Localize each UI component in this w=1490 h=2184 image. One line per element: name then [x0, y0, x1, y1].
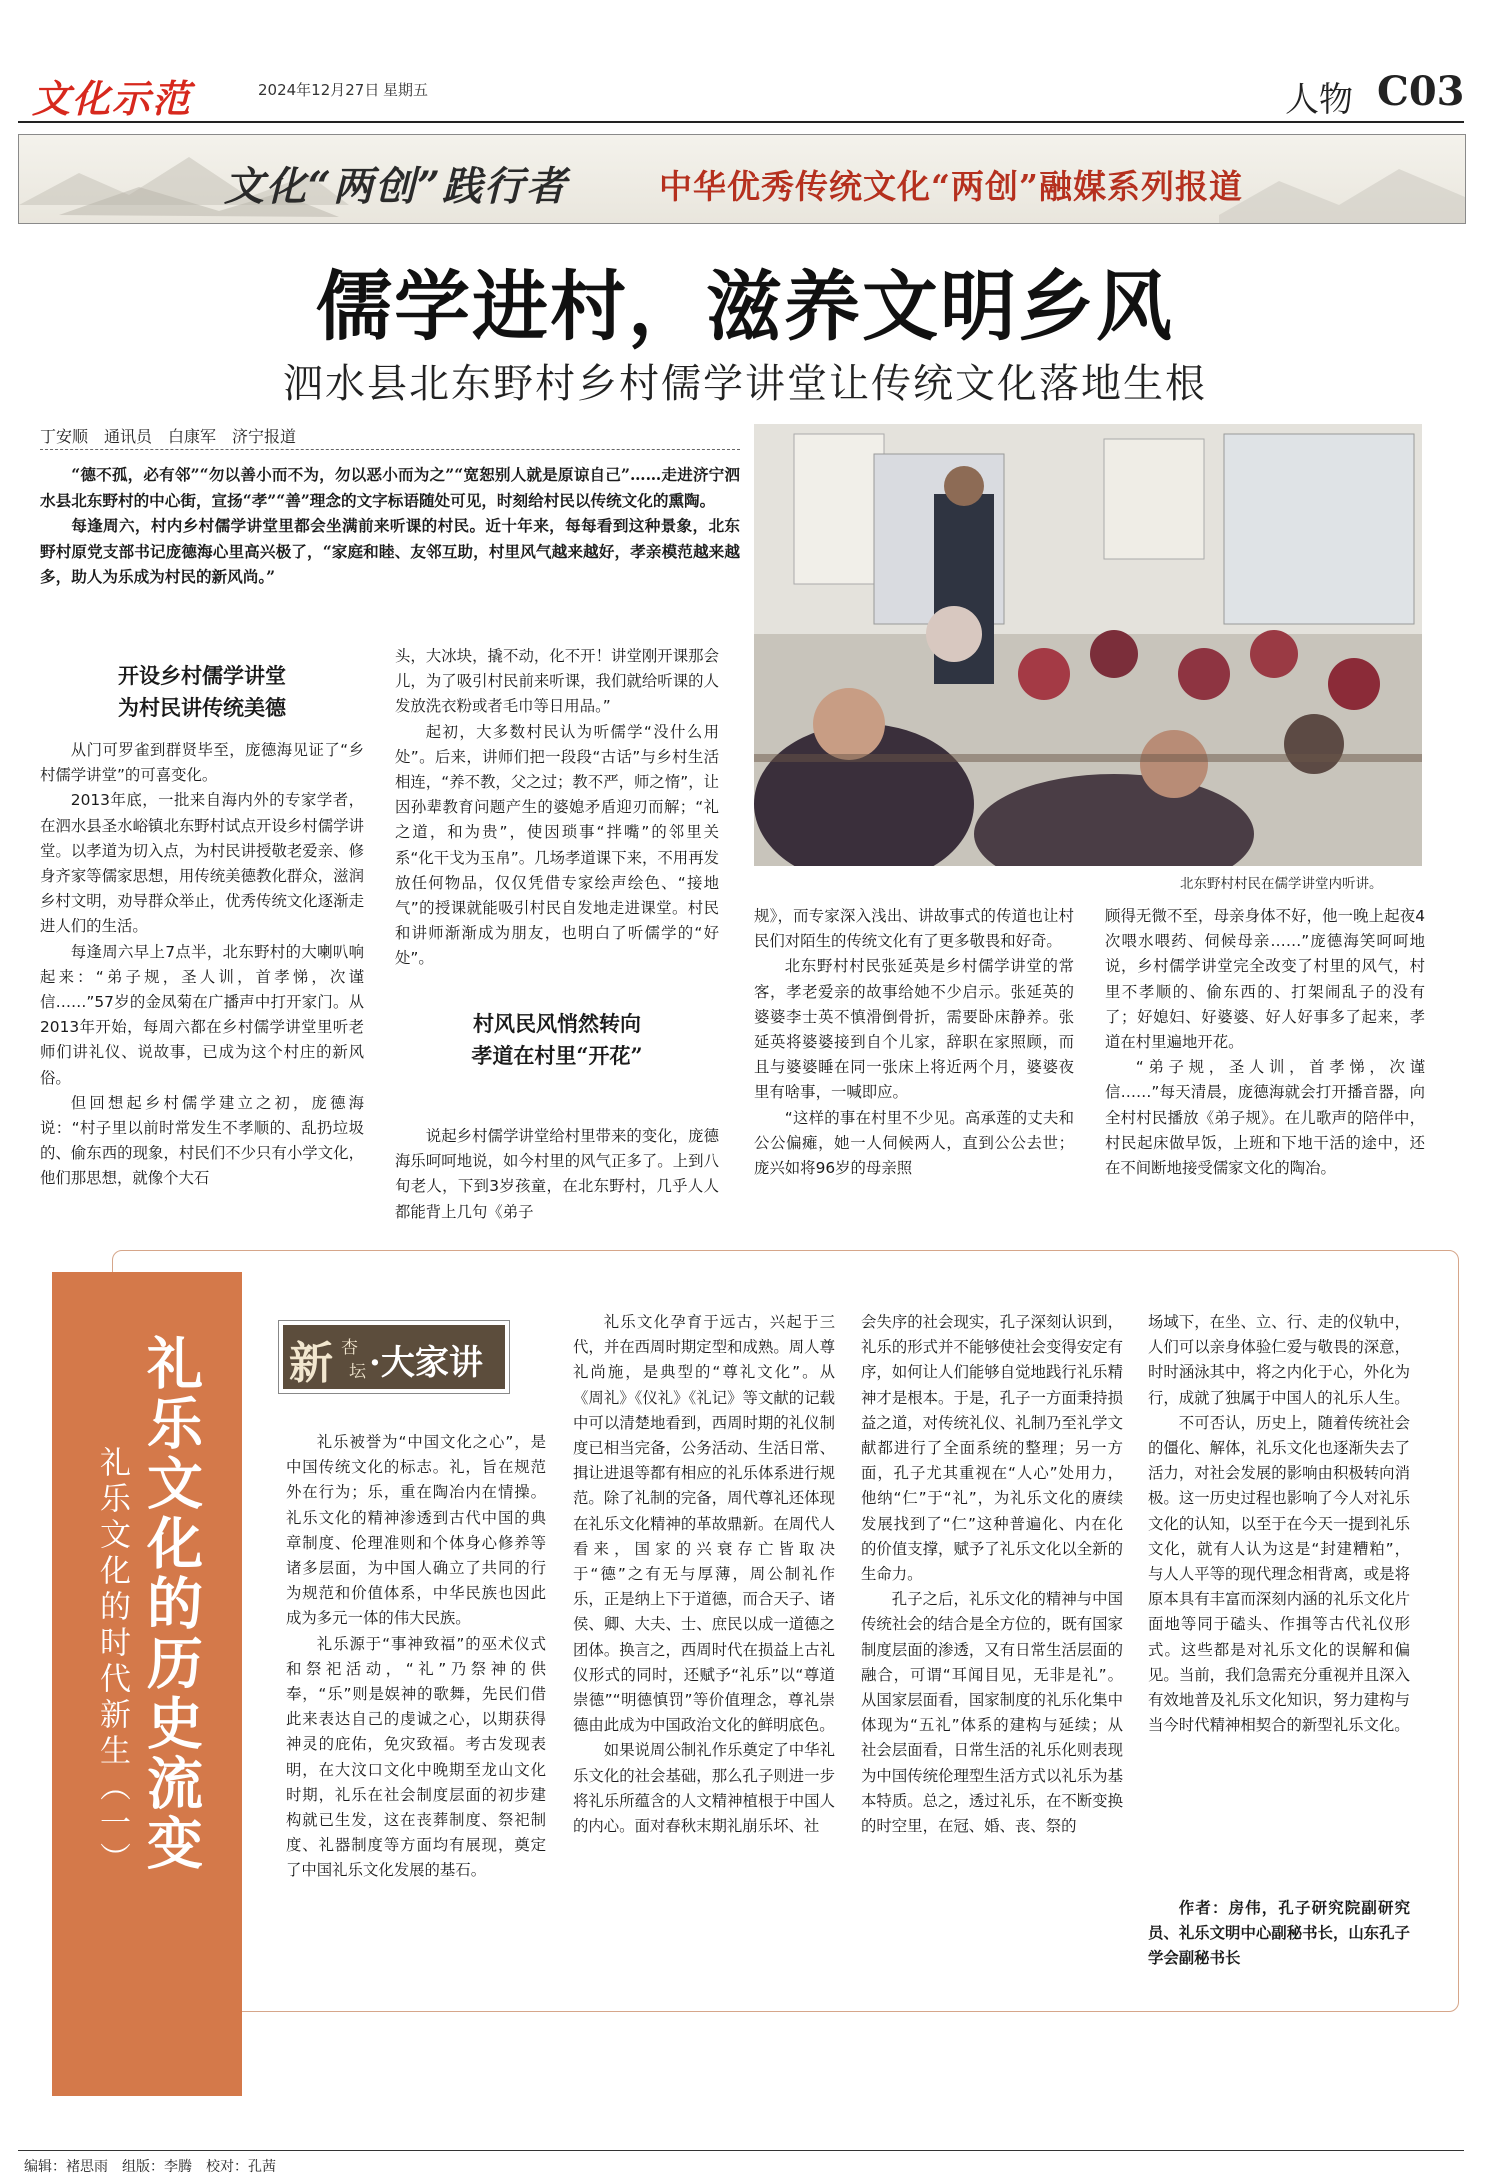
- essay-vertical-title: 礼乐文化的历史流变: [138, 1334, 204, 1874]
- article-paragraph: 每逢周六早上7点半，北东野村的大喇叭响起来：“弟子规，圣人训，首孝悌，次谨信……”57岁的金凤菊在广播声中打开家门。从2013年开始，每周六都在乡村儒学讲堂里听老师们讲礼仪、说故事，已成为这个村庄的新风俗。: [40, 942, 364, 1087]
- masthead-weekday: 星期五: [383, 81, 429, 99]
- article-column-2: [395, 644, 719, 1054]
- essay-paragraph: 礼乐被誉为“中国文化之心”，是中国传统文化的标志。礼，旨在规范外在行为；乐，重在陶冶内在情操。礼乐文化的精神渗透到古代中国的典章制度、伦理准则和个体身心修养等诸多层面，为中国人确立了共同的行为规范和价值体系，中华民族也因此成为多元一体的伟大民族。: [286, 1433, 546, 1628]
- byline: 丁安顺 通讯员 白康军 济宁报道: [40, 427, 297, 446]
- series-banner: [18, 134, 1466, 224]
- article-column-4: [1105, 904, 1425, 1230]
- article-paragraph: 从门可罗雀到群贤毕至，庞德海见证了“乡村儒学讲堂”的可喜变化。: [40, 741, 364, 785]
- lead-paragraph-2: 每逢周六，村内乡村儒学讲堂里都会坐满前来听课的村民。近十年来，每每看到这种景象，北东野村原党支部书记庞德海心里高兴极了，“家庭和睦、友邻互助，村里风气越来越好，孝亲模范越来越多，助人为乐成为村民的新风尚。”: [40, 516, 740, 586]
- article-column-3: [754, 904, 1074, 1230]
- article-paragraph: “弟子规，圣人训，首孝悌，次谨信……”每天清晨，庞德海就会打开播音器，向全村村民播放《弟子规》。在儿歌声的陪伴中，村民起床做早饭，上班和下地干活的途中，还在不间断地接受儒家文化的陶冶。: [1105, 1058, 1425, 1178]
- village-photo: [754, 424, 1422, 866]
- essay-paragraph: 不可否认，历史上，随着传统社会的僵化、解体，礼乐文化也逐渐失去了活力，对社会发展的影响由积极转向消极。这一历史过程也影响了今人对礼乐文化的认知，以至于在今天一提到礼乐文化，就有人认为这是“封建糟粕”，与人人平等的现代理念相背离，或是将原本具有丰富而深刻内涵的礼乐文化片面地等同于磕头、作揖等古代礼仪形式。这些都是对礼乐文化的误解和偏见。当前，我们急需充分重视并且深入有效地普及礼乐文化知识，努力建构与当今时代精神相契合的新型礼乐文化。: [1148, 1413, 1410, 1735]
- column-logo-new: 新: [289, 1338, 333, 1389]
- essay-column-4: [1148, 1310, 1410, 1895]
- section-heading-2-line-2: 孝道在村里“开花”: [471, 1043, 643, 1068]
- article-paragraph: 说起乡村儒学讲堂给村里带来的变化，庞德海乐呵呵地说，如今村里的风气正多了。上到八旬老人，下到3岁孩童，在北东野村，几乎人人都能背上几句《弟子: [395, 1127, 719, 1221]
- section-heading-2: [395, 1008, 719, 1072]
- essay-paragraph: 会失序的社会现实，孔子深刻认识到，礼乐的形式并不能够使社会变得安定有序，如何让人们能够自觉地践行礼乐精神才是根本。于是，孔子一方面秉持损益之道，对传统礼仪、礼制乃至礼学文献都进行了全面系统的整理；另一方面，孔子尤其重视在“人心”处用力，他纳“仁”于“礼”，为礼乐文化的赓续发展找到了“仁”这种普遍化、内在化的价值支撑，赋予了礼乐文化以全新的生命力。: [861, 1313, 1123, 1584]
- masthead-rule: [18, 121, 1464, 123]
- essay-vertical-subtitle: 礼乐文化的时代新生（一）: [94, 1446, 130, 1878]
- essay-paragraph: 礼乐源于“事神致福”的巫术仪式和祭祀活动，“礼”乃祭神的供奉，“乐”则是娱神的歌舞，先民们借此来表达自己的虔诚之心，以期获得神灵的庇佑，免灾致福。考古发现表明，在大汶口文化中晚期至龙山文化时期，礼乐在社会制度层面的初步建构就已生发，这在丧葬制度、祭祀制度、礼器制度等方面均有展现，奠定了中国礼乐文化发展的基石。: [286, 1634, 546, 1880]
- essay-paragraph: 礼乐文化孕育于远古，兴起于三代，并在西周时期定型和成熟。周人尊礼尚施，是典型的“尊礼文化”。从《周礼》《仪礼》《礼记》等文献的记载中可以清楚地看到，西周时期的礼仪制度已相当完备，公务活动、生活日常、揖让进退等都有相应的礼乐体系进行规范。除了礼制的完备，周代尊礼还体现在礼乐文化精神的革故鼎新。在周代人看来，国家的兴衰存亡皆取决于“德”之有无与厚薄，周公制礼作乐，正是纳上下于道德，而合天子、诸侯、卿、大夫、士、庶民以成一道德之团体。换言之，西周时代在损益上古礼仪形式的同时，还赋予“礼乐”以“尊道崇德”“明德慎罚”等价值理念，尊礼崇德由此成为中国政治文化的鲜明底色。: [573, 1313, 835, 1735]
- essay-paragraph: 孔子之后，礼乐文化的精神与中国传统社会的结合是全方位的，既有国家制度层面的渗透，又有日常生活层面的融合，可谓“耳闻目见，无非是礼”。从国家层面看，国家制度的礼乐化集中体现为“五礼”体系的建构与延续；从社会层面看，日常生活的礼乐化则表现为中国传统伦理型生活方式以礼乐为基本特质。总之，透过礼乐，在不断变换的时空里，在冠、婚、丧、祭的: [861, 1590, 1123, 1836]
- brand-logo: 文化示范: [32, 77, 193, 121]
- photo-illustration: [754, 424, 1422, 866]
- section-name: 人物: [1285, 80, 1353, 120]
- banner-left-title: 文化“两创”践行者: [224, 163, 569, 210]
- headline: 儒学进村，滋养文明乡风: [316, 262, 1174, 351]
- footer-credits: 编辑：褚思雨 组版：李腾 校对：孔茜: [24, 2159, 276, 2175]
- byline-rule: [40, 449, 740, 450]
- article-paragraph: 2013年底，一批来自海内外的专家学者，在泗水县圣水峪镇北东野村试点开设乡村儒学讲堂。以孝道为切入点，为村民讲授敬老爱亲、修身齐家等儒家思想，用传统美德教化群众，滋润乡村文明，劝导群众举止，优秀传统文化逐渐走进人们的生活。: [40, 791, 364, 936]
- article-paragraph: 但回想起乡村儒学建立之初，庞德海说：“村子里以前时常发生不孝顺的、乱扔垃圾的、偷东西的现象，村民们不少只有小学文化，他们那思想，就像个大石: [40, 1093, 364, 1188]
- banner-right-title: 中华优秀传统文化“两创”融媒系列报道: [659, 167, 1243, 206]
- essay-column-3: [861, 1310, 1123, 1960]
- subheadline: 泗水县北东野村乡村儒学讲堂让传统文化落地生根: [283, 361, 1207, 407]
- lead-paragraphs: [40, 462, 740, 590]
- essay-box: [52, 1250, 1462, 2180]
- footer-rule: [18, 2150, 1464, 2151]
- article-paragraph: “这样的事在村里不少见。高承莲的丈夫和公公偏瘫，她一人伺候两人，直到公公去世；庞兴如将96岁的母亲照: [754, 1108, 1074, 1178]
- lead-paragraph-1: “德不孤，必有邻”“勿以善小而不为，勿以恶小而为之”“宽恕别人就是原谅自己”……走进济宁泗水县北东野村的中心街，宣扬“孝”“善”理念的文字标语随处可见，时刻给村民以传统文化的熏陶。: [40, 465, 740, 510]
- essay-column-1: [286, 1430, 546, 1960]
- section-heading-2-line-1: 村风民风悄然转向: [473, 1011, 641, 1036]
- article-paragraph: 规》，而专家深入浅出、讲故事式的传道也让村民们对陌生的传统文化有了更多敬畏和好奇。: [754, 907, 1074, 951]
- article-paragraph: 顾得无微不至，母亲身体不好，他一晚上起夜4次喂水喂药、伺候母亲……”庞德海笑呵呵地说，乡村儒学讲堂完全改变了村里的风气，村里不孝顺的、偷东西的、打架闹乱子的没有了；好媳妇、好婆婆、好人好事多了起来，孝道在村里遍地开花。: [1105, 907, 1425, 1052]
- photo-caption: 北东野村村民在儒学讲堂内听讲。: [1180, 876, 1383, 892]
- column-logo: [278, 1320, 510, 1394]
- section-heading-1-line-2: 为村民讲传统美德: [118, 695, 286, 720]
- article-column-2b: [395, 1124, 719, 1230]
- essay-column-2: [573, 1310, 835, 1960]
- article-paragraph: 起初，大多数村民认为听儒学“没什么用处”。后来，讲师们把一段段“古话”与乡村生活相连，“养不教，父之过；教不严，师之惰”，让因孙辈教育问题产生的婆媳矛盾迎刃而解；“礼之道，和为贵”，使因琐事“拌嘴”的邻里关系“化干戈为玉帛”。几场孝道课下来，不用再发放任何物品，仅仅凭借专家绘声绘色、“接地气”的授课就能吸引村民自发地走进课堂。村民和讲师渐渐成为朋友，也明白了听儒学的“好处”。: [395, 722, 719, 968]
- column-logo-title: ·大家讲: [369, 1343, 483, 1383]
- article-paragraph: 头，大冰块，撬不动，化不开！讲堂刚开课那会儿，为了吸引村民前来听课，我们就给听课的人发放洗衣粉或者毛巾等日用品。”: [395, 647, 719, 716]
- essay-author: 作者：房伟，孔子研究院副研究员、礼乐文明中心副秘书长，山东孔子学会副秘书长: [1148, 1899, 1410, 1968]
- masthead-date: 2024年12月27日: [258, 81, 380, 99]
- essay-paragraph: 场域下，在坐、立、行、走的仪轨中，人们可以亲身体验仁爱与敬畏的深意，时时涵泳其中，将之内化于心，外化为行，成就了独属于中国人的礼乐人生。: [1148, 1313, 1410, 1407]
- article-column-1: [40, 738, 364, 1228]
- section-heading-1: [40, 660, 364, 724]
- essay-paragraph: 如果说周公制礼作乐奠定了中华礼乐文化的社会基础，那么孔子则进一步将礼乐所蕴含的人文精神植根于中国人的内心。面对春秋末期礼崩乐坏、社: [573, 1741, 835, 1836]
- article-paragraph: 北东野村村民张延英是乡村儒学讲堂的常客，孝老爱亲的故事给她不少启示。张延英的婆婆李士英不慎滑倒骨折，需要卧床静养。张延英将婆婆接到自个儿家，辞职在家照顾，而且与婆婆睡在同一张床上将近两个月，婆婆夜里有啥事，一喊即应。: [754, 957, 1074, 1102]
- masthead: [0, 0, 1490, 125]
- column-logo-small-2: 坛: [349, 1362, 366, 1382]
- page-number: C03: [1377, 68, 1465, 115]
- column-logo-small-1: 杏: [341, 1338, 358, 1358]
- section-heading-1-line-1: 开设乡村儒学讲堂: [118, 663, 286, 688]
